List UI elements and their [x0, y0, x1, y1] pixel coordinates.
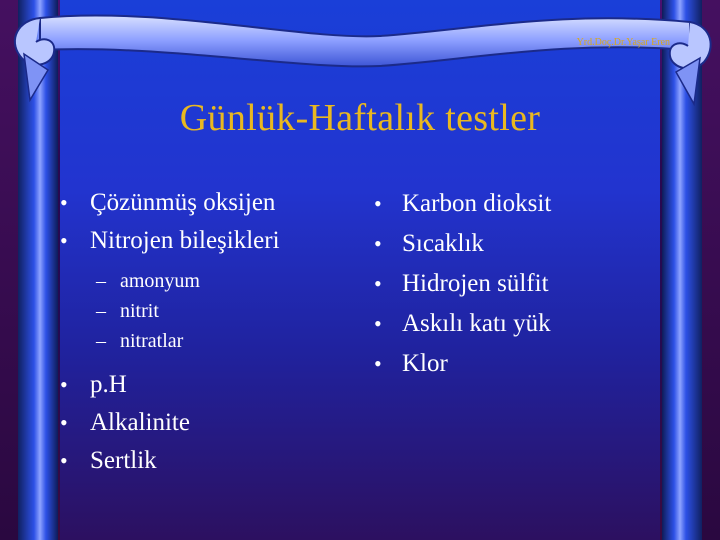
sub-list-text: nitratlar — [120, 330, 184, 352]
bullet-item — [372, 224, 662, 264]
bullet-icon: • — [374, 191, 382, 216]
bullet-icon: • — [60, 410, 68, 435]
right-bullet-column — [372, 184, 662, 384]
bullet-text: Çözünmüş oksijen — [90, 189, 276, 216]
bullet-text: Sertlik — [90, 447, 157, 474]
bullet-text: Hidrojen sülfit — [402, 270, 549, 297]
left-bullet-column — [58, 184, 348, 480]
bullet-item — [372, 304, 662, 344]
bullet-icon: • — [374, 271, 382, 296]
bullet-text: Sıcaklık — [402, 230, 484, 257]
sub-list-item — [96, 266, 348, 296]
dash-icon: – — [96, 270, 106, 292]
bullet-icon: • — [374, 351, 382, 376]
bullet-item — [58, 184, 348, 222]
bullet-icon: • — [60, 228, 68, 253]
slide-title: Günlük-Haftalık testler — [179, 97, 541, 139]
bullet-item — [58, 442, 348, 480]
sub-list-item — [96, 326, 348, 356]
bullet-icon: • — [374, 311, 382, 336]
bullet-item — [372, 264, 662, 304]
scroll-banner-decoration — [0, 0, 720, 110]
bullet-icon: • — [60, 190, 68, 215]
bullet-item — [58, 222, 348, 260]
dash-icon: – — [96, 330, 106, 352]
author-label: Yrd.Doç.Dr.Yaşar Eren — [576, 37, 670, 48]
bullet-text: p.H — [90, 371, 127, 398]
bullet-text: Askılı katı yük — [402, 310, 551, 337]
bullet-icon: • — [60, 372, 68, 397]
bullet-item — [58, 366, 348, 404]
bullet-item — [58, 404, 348, 442]
bullet-item — [372, 184, 662, 224]
bullet-group-2 — [58, 366, 348, 480]
sub-list-text: amonyum — [120, 270, 200, 292]
bullet-icon: • — [60, 448, 68, 473]
sub-list-text: nitrit — [120, 300, 159, 322]
sub-list — [96, 266, 348, 356]
sub-list-item — [96, 296, 348, 326]
bullet-text: Alkalinite — [90, 409, 190, 436]
bullet-text: Nitrojen bileşikleri — [90, 227, 280, 254]
bullet-item — [372, 344, 662, 384]
bullet-icon: • — [374, 231, 382, 256]
dash-icon: – — [96, 300, 106, 322]
bullet-text: Klor — [402, 350, 448, 377]
bullet-text: Karbon dioksit — [402, 190, 552, 217]
